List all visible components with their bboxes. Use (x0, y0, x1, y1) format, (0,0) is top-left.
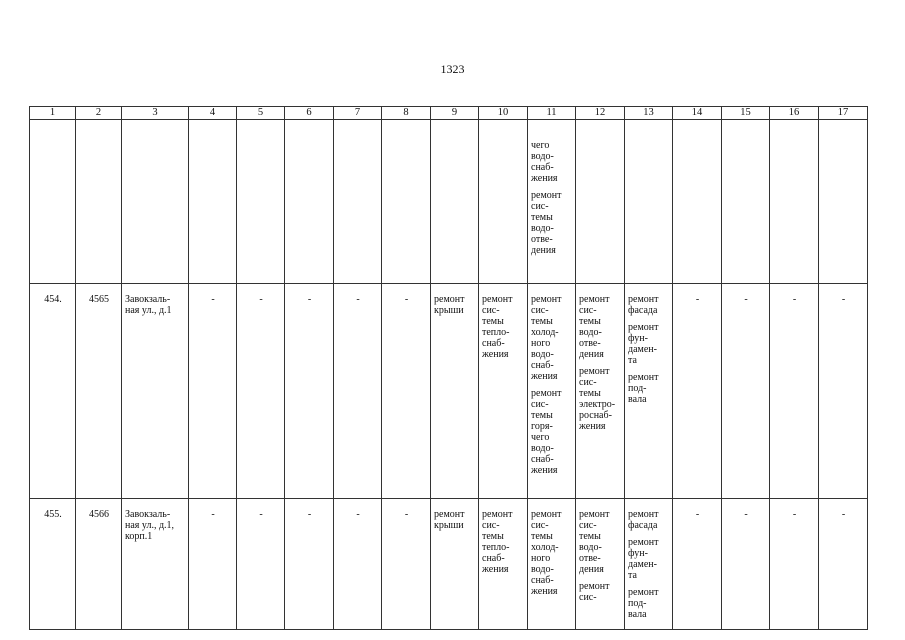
text-line: снаб- (482, 338, 505, 349)
text-line: темы (531, 531, 553, 542)
work-cell (528, 499, 576, 630)
work-item (434, 294, 476, 316)
column-number: 7 (334, 107, 382, 120)
text-line: сис- (579, 305, 597, 316)
empty-value: - (722, 284, 770, 499)
page-number: 1323 (440, 62, 465, 76)
text-line: жения (531, 371, 558, 382)
text-line: ремонт (628, 537, 659, 548)
work-cell (479, 284, 528, 499)
text-line: ная ул., д.1, (125, 520, 175, 531)
text-line: дения (531, 245, 556, 256)
text-line: темы (531, 212, 553, 223)
text-line: та (628, 355, 637, 366)
text-line: темы (482, 316, 504, 327)
text-line: ремонт (579, 509, 610, 520)
text-line: холод- (531, 542, 559, 553)
text-line: роснаб- (579, 410, 612, 421)
text-line: ремонт (628, 587, 659, 598)
text-line: ремонт (628, 322, 659, 333)
text-line: сис- (482, 520, 500, 531)
text-line: отве- (579, 338, 601, 349)
text-line: снаб- (531, 360, 554, 371)
text-line: вала (628, 394, 647, 405)
empty-value: - (189, 499, 237, 630)
column-number: 1 (30, 107, 76, 120)
work-cell (576, 499, 625, 630)
text-line: водо- (531, 443, 554, 454)
empty-value: - (673, 499, 722, 630)
empty-value: - (382, 284, 431, 499)
text-line: электро- (579, 399, 616, 410)
text-line: снаб- (531, 454, 554, 465)
empty-value: - (673, 284, 722, 499)
text-line: ремонт (628, 372, 659, 383)
work-item (628, 294, 670, 316)
text-line: фун- (628, 333, 648, 344)
text-line: тепло- (482, 327, 510, 338)
text-line: отве- (579, 553, 601, 564)
text-line: чего (531, 140, 550, 151)
text-line: снаб- (482, 553, 505, 564)
text-line: крыши (434, 520, 464, 531)
row-number: 455. (30, 499, 76, 630)
work-cell (431, 284, 479, 499)
column-number-row (30, 107, 868, 120)
work-item (531, 509, 573, 597)
text-line: ремонт (482, 294, 513, 305)
empty-value: - (722, 499, 770, 630)
text-line: жения (482, 564, 509, 575)
column-number: 16 (770, 107, 819, 120)
text-line: ремонт (628, 294, 659, 305)
text-line: темы (579, 316, 601, 327)
text-line: под- (628, 598, 647, 609)
column-number: 13 (625, 107, 673, 120)
text-line: водо- (531, 564, 554, 575)
house-id: 4566 (76, 499, 122, 630)
work-cell (625, 499, 673, 630)
work-item (579, 509, 622, 575)
text-line: дения (579, 349, 604, 360)
text-line: ного (531, 553, 551, 564)
text-line: вала (628, 609, 647, 620)
text-line: темы (579, 531, 601, 542)
text-line: сис- (531, 399, 549, 410)
empty-value: - (334, 284, 382, 499)
text-line: сис- (531, 520, 549, 531)
text-line: ная ул., д.1 (125, 305, 172, 316)
text-line: водо- (531, 151, 554, 162)
table-row-continuation (30, 120, 868, 284)
text-line: сис- (531, 305, 549, 316)
text-line: водо- (531, 349, 554, 360)
table-row (30, 499, 868, 630)
work-cell (528, 284, 576, 499)
empty-value: - (237, 284, 285, 499)
text-line: тепло- (482, 542, 510, 553)
text-line: ремонт (579, 366, 610, 377)
text-line: ремонт (531, 294, 562, 305)
work-cell (528, 120, 576, 284)
text-line: ремонт (434, 294, 465, 305)
work-item (579, 366, 622, 432)
column-number: 5 (237, 107, 285, 120)
work-item (434, 509, 476, 531)
column-number: 6 (285, 107, 334, 120)
empty-value: - (819, 499, 868, 630)
text-line: жения (482, 349, 509, 360)
address (122, 499, 189, 630)
text-line: корп.1 (125, 531, 153, 542)
text-line: холод- (531, 327, 559, 338)
work-cell (576, 284, 625, 499)
column-number: 15 (722, 107, 770, 120)
text-line: снаб- (531, 162, 554, 173)
text-line: дамен- (628, 559, 657, 570)
column-number: 4 (189, 107, 237, 120)
empty-value: - (819, 284, 868, 499)
text-line: фасада (628, 520, 658, 531)
text-line: ремонт (579, 294, 610, 305)
table-row (30, 284, 868, 499)
column-number: 10 (479, 107, 528, 120)
text-line: сис- (579, 520, 597, 531)
work-item (579, 294, 622, 360)
text-line: сис- (579, 377, 597, 388)
empty-value: - (285, 284, 334, 499)
text-line: дения (579, 564, 604, 575)
work-item (628, 372, 670, 405)
text-line: горя- (531, 421, 553, 432)
text-line: чего (531, 432, 550, 443)
text-line: темы (531, 316, 553, 327)
work-item (628, 322, 670, 366)
empty-value: - (189, 284, 237, 499)
row-number: 454. (30, 284, 76, 499)
text-line: отве- (531, 234, 553, 245)
text-line: ремонт (482, 509, 513, 520)
house-id: 4565 (76, 284, 122, 499)
text-line: Завокзаль- (125, 294, 171, 305)
column-number: 14 (673, 107, 722, 120)
column-number: 2 (76, 107, 122, 120)
text-line: ремонт (434, 509, 465, 520)
work-cell (479, 499, 528, 630)
column-number: 8 (382, 107, 431, 120)
text-line: водо- (531, 223, 554, 234)
address (122, 284, 189, 499)
empty-value: - (770, 499, 819, 630)
column-number: 12 (576, 107, 625, 120)
text-line: темы (482, 531, 504, 542)
work-item (531, 140, 573, 184)
empty-value: - (334, 499, 382, 630)
text-line: снаб- (531, 575, 554, 586)
work-cell (625, 284, 673, 499)
text-line: ремонт (579, 581, 610, 592)
text-line: фасада (628, 305, 658, 316)
text-line: темы (531, 410, 553, 421)
empty-value: - (237, 499, 285, 630)
text-line: ремонт (628, 509, 659, 520)
text-line: водо- (579, 542, 602, 553)
works-table (29, 106, 868, 630)
text-line: ремонт (531, 388, 562, 399)
text-line: жения (531, 586, 558, 597)
text-line: темы (579, 388, 601, 399)
work-item (628, 587, 670, 620)
text-line: водо- (579, 327, 602, 338)
text-line: жения (579, 421, 606, 432)
text-line: фун- (628, 548, 648, 559)
work-item (531, 190, 573, 256)
work-item (628, 509, 670, 531)
text-line: под- (628, 383, 647, 394)
text-line: ного (531, 338, 551, 349)
work-item (531, 294, 573, 382)
text-line: сис- (482, 305, 500, 316)
text-line: дамен- (628, 344, 657, 355)
text-line: та (628, 570, 637, 581)
work-item (531, 388, 573, 476)
work-item (628, 537, 670, 581)
column-number: 9 (431, 107, 479, 120)
empty-value: - (382, 499, 431, 630)
work-item (482, 509, 525, 575)
text-line: крыши (434, 305, 464, 316)
text-line: ремонт (531, 509, 562, 520)
column-number: 11 (528, 107, 576, 120)
text-line: ремонт (531, 190, 562, 201)
work-cell (431, 499, 479, 630)
column-number: 17 (819, 107, 868, 120)
column-number: 3 (122, 107, 189, 120)
work-item (482, 294, 525, 360)
text-line: Завокзаль- (125, 509, 171, 520)
text-line: жения (531, 173, 558, 184)
text-line: сис- (531, 201, 549, 212)
empty-value: - (770, 284, 819, 499)
empty-value: - (285, 499, 334, 630)
text-line: сис- (579, 592, 597, 603)
text-line: жения (531, 465, 558, 476)
work-item (579, 581, 622, 603)
